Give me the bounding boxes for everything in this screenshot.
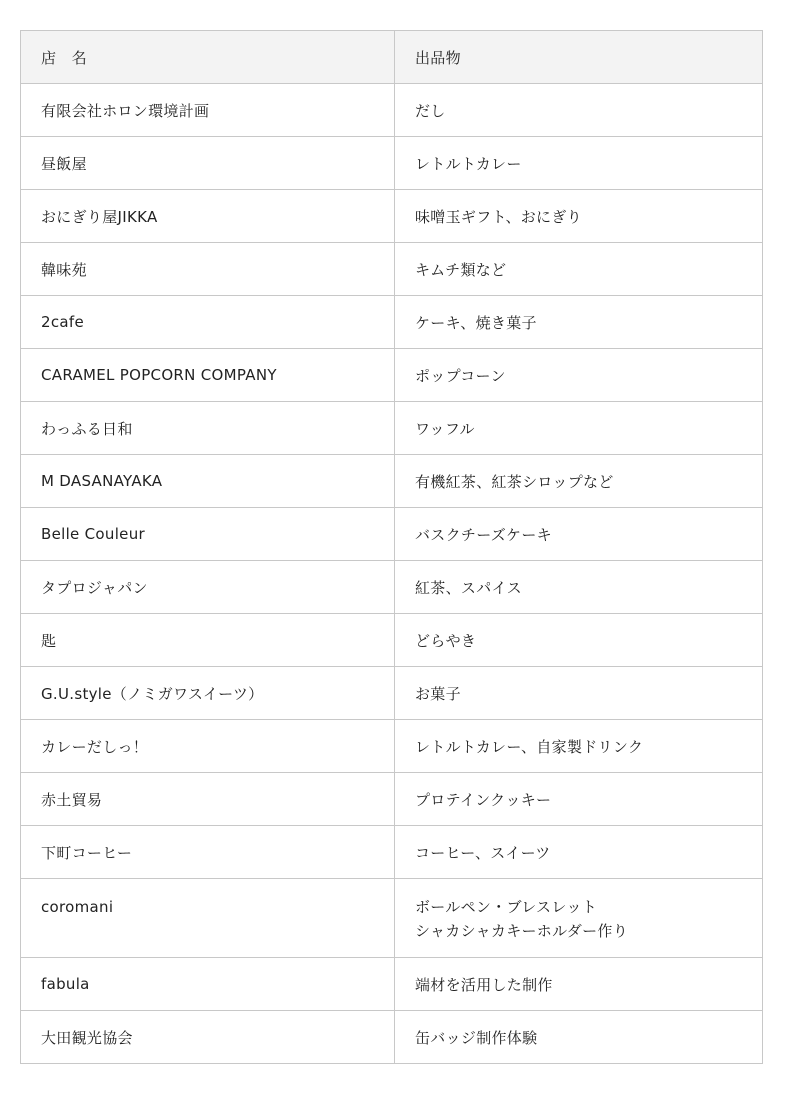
header-shop-name: 店 名	[21, 31, 395, 84]
table-row	[21, 190, 763, 243]
item-cell: お菓子	[395, 667, 763, 720]
shop-name-cell: タプロジャパン	[21, 561, 395, 614]
item-cell: プロテインクッキー	[395, 773, 763, 826]
shop-name-cell: G.U.style（ノミガワスイーツ）	[21, 667, 395, 720]
shop-name-cell: 有限会社ホロン環境計画	[21, 84, 395, 137]
item-cell: ワッフル	[395, 402, 763, 455]
shop-name-cell: M DASANAYAKA	[21, 455, 395, 508]
table-row	[21, 773, 763, 826]
item-cell: レトルトカレー	[395, 137, 763, 190]
shop-name-cell: CARAMEL POPCORN COMPANY	[21, 349, 395, 402]
shop-name-cell: 匙	[21, 614, 395, 667]
item-cell: 缶バッジ制作体験	[395, 1011, 763, 1064]
item-line: シャカシャカキーホルダー作り	[415, 922, 629, 940]
table-row	[21, 720, 763, 773]
item-cell: ケーキ、焼き菓子	[395, 296, 763, 349]
table-row	[21, 561, 763, 614]
table-row	[21, 137, 763, 190]
table-row	[21, 402, 763, 455]
table-row	[21, 879, 763, 958]
item-cell: キムチ類など	[395, 243, 763, 296]
header-item: 出品物	[395, 31, 763, 84]
shop-name-cell: 2cafe	[21, 296, 395, 349]
table-row	[21, 614, 763, 667]
shop-name-cell: カレーだしっ！	[21, 720, 395, 773]
item-cell	[395, 879, 763, 958]
shop-name-cell: 昼飯屋	[21, 137, 395, 190]
table-row	[21, 508, 763, 561]
item-cell: 味噌玉ギフト、おにぎり	[395, 190, 763, 243]
shop-name-cell: 下町コーヒー	[21, 826, 395, 879]
vendor-table	[20, 30, 763, 1064]
item-cell: レトルトカレー、自家製ドリンク	[395, 720, 763, 773]
shop-name-cell: 韓味苑	[21, 243, 395, 296]
item-cell: バスクチーズケーキ	[395, 508, 763, 561]
table-row	[21, 296, 763, 349]
table-row	[21, 826, 763, 879]
table-row	[21, 84, 763, 137]
item-cell: ポップコーン	[395, 349, 763, 402]
item-cell: どらやき	[395, 614, 763, 667]
item-cell: だし	[395, 84, 763, 137]
shop-name-cell: 赤土貿易	[21, 773, 395, 826]
table-row	[21, 1011, 763, 1064]
table-header-row	[21, 31, 763, 84]
shop-name-cell: 大田観光協会	[21, 1011, 395, 1064]
table-row	[21, 667, 763, 720]
item-line: ボールペン・ブレスレット	[415, 898, 598, 916]
shop-name-cell: Belle Couleur	[21, 508, 395, 561]
item-cell: 端材を活用した制作	[395, 958, 763, 1011]
shop-name-cell: わっふる日和	[21, 402, 395, 455]
shop-name-cell: fabula	[21, 958, 395, 1011]
table-row	[21, 958, 763, 1011]
table-row	[21, 349, 763, 402]
item-cell: 紅茶、スパイス	[395, 561, 763, 614]
table-row	[21, 455, 763, 508]
shop-name-cell: おにぎり屋JIKKA	[21, 190, 395, 243]
item-cell: 有機紅茶、紅茶シロップなど	[395, 455, 763, 508]
shop-name-cell: coromani	[21, 879, 395, 958]
item-cell: コーヒー、スイーツ	[395, 826, 763, 879]
table-row	[21, 243, 763, 296]
